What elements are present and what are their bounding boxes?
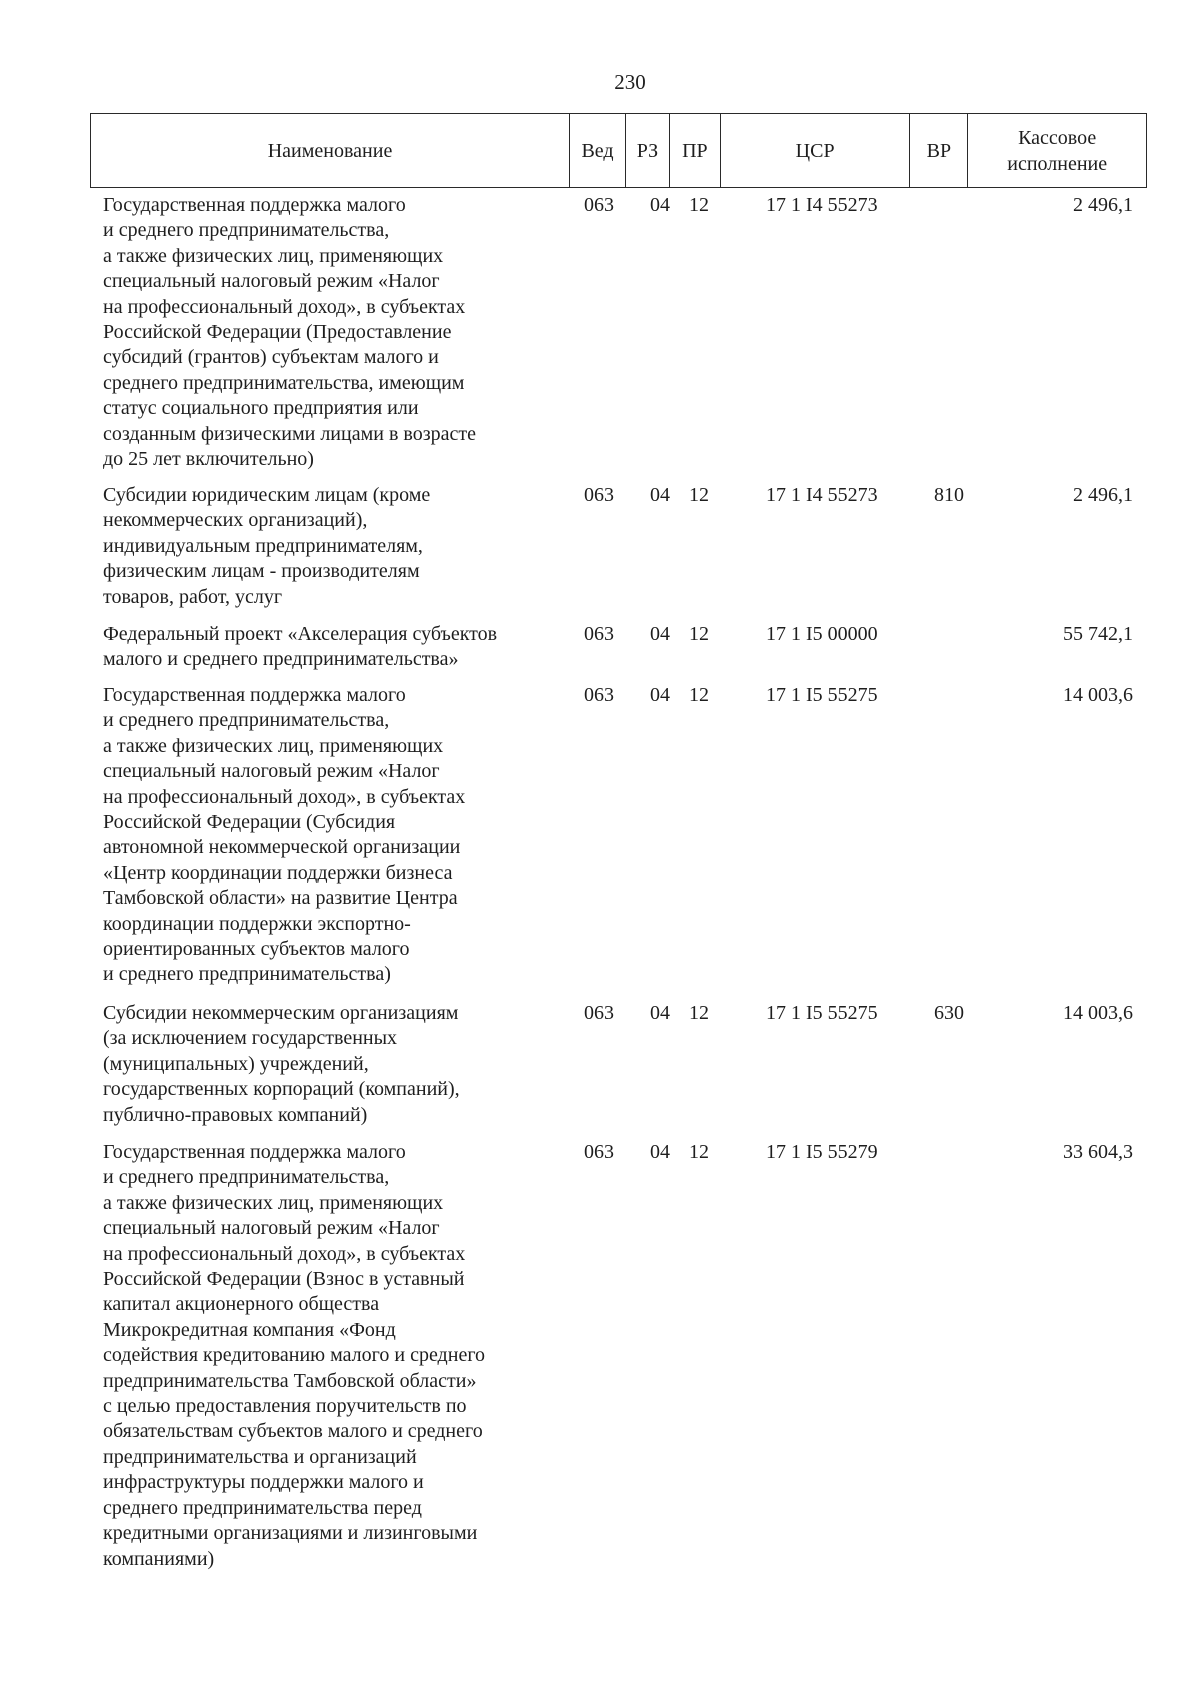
row-amount: 2 496,1 (1073, 194, 1133, 216)
row-name-line: Субсидии юридическим лицам (кроме (103, 484, 431, 506)
row-name-line: Российской Федерации (Предоставление (103, 321, 452, 344)
row-csr: 17 1 I4 55273 (766, 194, 878, 216)
row-name-line: (муниципальных) учреждений, (103, 1052, 369, 1075)
row-name-line: Субсидии некоммерческим организациям (103, 1002, 459, 1024)
row-pr: 12 (689, 484, 709, 506)
row-name-line: до 25 лет включительно) (103, 448, 314, 471)
row-name-line: Российской Федерации (Взнос в уставный (103, 1268, 465, 1291)
row-name (103, 622, 558, 673)
header-rz: РЗ (626, 114, 670, 187)
row-amount: 14 003,6 (1063, 684, 1133, 706)
row-name-line: капитал акционерного общества (103, 1293, 380, 1316)
row-rz: 04 (650, 684, 670, 706)
row-name-line: а также физических лиц, применяющих (103, 244, 444, 267)
row-name (103, 483, 558, 610)
row-name (103, 683, 558, 988)
row-csr: 17 1 I5 55279 (766, 1141, 878, 1163)
row-pr: 12 (689, 684, 709, 706)
row-rz: 04 (650, 1141, 670, 1163)
row-ved: 063 (584, 623, 614, 645)
row-ved: 063 (584, 1141, 614, 1163)
row-name-line: товаров, работ, услуг (103, 585, 283, 608)
header-kassovoe: Кассовое (1018, 126, 1097, 149)
row-name-line: а также физических лиц, применяющих (103, 734, 444, 757)
row-pr: 12 (689, 1141, 709, 1163)
row-csr: 17 1 I5 55275 (766, 1002, 878, 1024)
row-name-line: Федеральный проект «Акселерация субъектов (103, 623, 498, 645)
row-name-line: созданным физическими лицами в возрасте (103, 422, 476, 445)
row-name-line: субсидий (грантов) субъектам малого и (103, 346, 439, 369)
row-name-line: «Центр координации поддержки бизнеса (103, 861, 453, 884)
row-csr: 17 1 I5 55275 (766, 684, 878, 706)
row-name-line: Государственная поддержка малого (103, 684, 406, 706)
header-ved: Вед (570, 114, 626, 187)
row-name-line: малого и среднего предпринимательства» (103, 648, 459, 671)
row-name-line: и среднего предпринимательства, (103, 219, 390, 242)
row-ved: 063 (584, 484, 614, 506)
row-name-line: на профессиональный доход», в субъектах (103, 785, 466, 808)
row-vr: 630 (934, 1002, 964, 1024)
row-name-line: предпринимательства и организаций (103, 1445, 417, 1468)
row-name-line: и среднего предпринимательства) (103, 963, 391, 986)
row-name-line: содействия кредитованию малого и среднего (103, 1344, 486, 1367)
row-name-line: (за исключением государственных (103, 1027, 398, 1050)
row-pr: 12 (689, 194, 709, 216)
row-name-line: государственных корпораций (компаний), (103, 1078, 460, 1101)
row-amount: 33 604,3 (1063, 1141, 1133, 1163)
header-ispolnenie: исполнение (1007, 152, 1108, 175)
table-header (90, 113, 1147, 188)
row-name-line: Российской Федерации (Субсидия (103, 811, 396, 834)
header-pr: ПР (670, 114, 721, 187)
row-name (103, 1001, 558, 1128)
row-csr: 17 1 I4 55273 (766, 484, 878, 506)
row-pr: 12 (689, 623, 709, 645)
row-name-line: ориентированных субъектов малого (103, 938, 410, 961)
row-name-line: а также физических лиц, применяющих (103, 1191, 444, 1214)
row-name-line: с целью предоставления поручительств по (103, 1395, 467, 1418)
row-name-line: статус социального предприятия или (103, 397, 419, 420)
row-name-line: компаниями) (103, 1547, 215, 1570)
row-csr: 17 1 I5 00000 (766, 623, 878, 645)
row-name-line: координации поддержки экспортно- (103, 912, 411, 935)
row-name-line: публично-правовых компаний) (103, 1103, 368, 1126)
row-name-line: автономной некоммерческой организации (103, 836, 461, 859)
row-name-line: среднего предпринимательства перед (103, 1496, 422, 1519)
row-name-line: индивидуальным предпринимателям, (103, 534, 423, 557)
row-name-line: Тамбовской области» на развитие Центра (103, 887, 458, 910)
header-vr: ВР (910, 114, 968, 187)
row-ved: 063 (584, 194, 614, 216)
row-name-line: инфраструктуры поддержки малого и (103, 1471, 424, 1494)
row-name-line: обязательствам субъектов малого и среднего (103, 1420, 483, 1443)
row-name-line: на профессиональный доход», в субъектах (103, 295, 466, 318)
row-ved: 063 (584, 684, 614, 706)
row-rz: 04 (650, 1002, 670, 1024)
row-name-line: специальный налоговый режим «Налог (103, 760, 440, 783)
page-number: 230 (614, 70, 646, 94)
row-name-line: кредитными организациями и лизинговыми (103, 1522, 478, 1545)
header-kassovoe-ispolnenie (968, 114, 1146, 187)
row-rz: 04 (650, 484, 670, 506)
row-name-line: специальный налоговый режим «Налог (103, 1217, 440, 1240)
row-name-line: Микрокредитная компания «Фонд (103, 1318, 396, 1341)
row-rz: 04 (650, 623, 670, 645)
row-name-line: Государственная поддержка малого (103, 194, 406, 216)
row-amount: 14 003,6 (1063, 1002, 1133, 1024)
row-name-line: среднего предпринимательства, имеющим (103, 371, 465, 394)
row-rz: 04 (650, 194, 670, 216)
row-name-line: физическим лицам - производителям (103, 560, 420, 583)
row-amount: 55 742,1 (1063, 623, 1133, 645)
row-name-line: специальный налоговый режим «Налог (103, 270, 440, 293)
row-name-line: на профессиональный доход», в субъектах (103, 1242, 466, 1265)
row-ved: 063 (584, 1002, 614, 1024)
row-amount: 2 496,1 (1073, 484, 1133, 506)
header-csr: ЦСР (721, 114, 911, 187)
row-vr: 810 (934, 484, 964, 506)
row-name-line: некоммерческих организаций), (103, 509, 368, 532)
row-pr: 12 (689, 1002, 709, 1024)
row-name-line: и среднего предпринимательства, (103, 1166, 390, 1189)
row-name-line: предпринимательства Тамбовской области» (103, 1369, 477, 1392)
row-name (103, 1140, 558, 1572)
row-name-line: Государственная поддержка малого (103, 1141, 406, 1163)
row-name-line: и среднего предпринимательства, (103, 709, 390, 732)
header-name: Наименование (91, 114, 570, 187)
row-name (103, 193, 558, 472)
